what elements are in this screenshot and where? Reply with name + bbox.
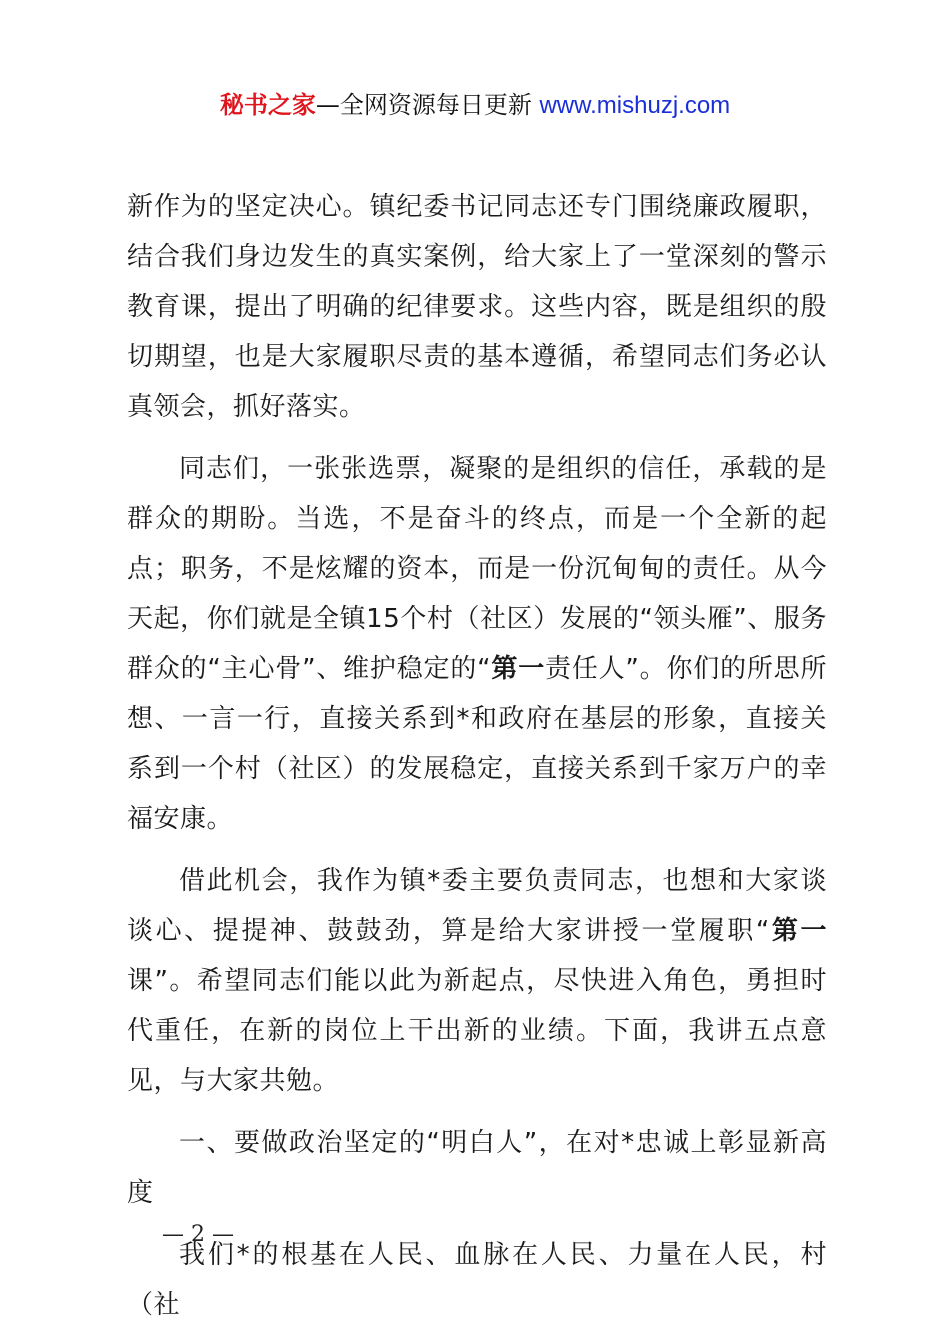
paragraph-first-lesson xyxy=(127,856,827,1106)
paragraph-text: 借此机会，我作为镇*委主要负责同志，也想和大家谈谈心、提提神、鼓鼓劲，算是给大家讲授一堂履职“ xyxy=(127,866,827,946)
emphasis-text: 第一 xyxy=(491,654,546,684)
page-number: — 2 — xyxy=(162,1222,234,1247)
paragraph-section-1-start: 我们*的根基在人民、血脉在人民、力量在人民，村（社 xyxy=(127,1240,827,1320)
paragraph-text: 课”。希望同志们能以此为新起点，尽快进入角色，勇担时代重任，在新的岗位上干出新的业绩。下面，我讲五点意见，与大家共勉。 xyxy=(127,966,827,1096)
page-header xyxy=(0,88,950,123)
document-body xyxy=(127,182,827,1330)
paragraph-text: 责任人”。你们的所思所想、一言一行，直接关系到*和政府在基层的形象，直接关系到一个村（社区）的发展稳定，直接关系到千家万户的幸福安康。 xyxy=(127,654,827,834)
paragraph-responsibility xyxy=(127,444,827,844)
header-tagline: —全网资源每日更新 xyxy=(315,91,540,119)
section-heading-1: 一、要做政治坚定的“明白人”，在对*忠诚上彰显新高度 xyxy=(127,1128,827,1208)
header-url-link[interactable]: www.mishuzj.com xyxy=(539,92,731,119)
brand-name: 秘书之家 xyxy=(219,91,316,119)
emphasis-text: 第一 xyxy=(769,916,827,946)
paragraph-text: 同志们，一张张选票，凝聚的是组织的信任，承载的是群众的期盼。当选，不是奋斗的终点，而是一个全新的起点；职务，不是炫耀的资本，而是一份沉甸甸的责任。从今天起，你们就是全镇15个村（社区）发展的“领头雁”、服务群众的“主心骨”、维护稳定的“ xyxy=(127,454,827,684)
paragraph-continued: 新作为的坚定决心。镇纪委书记同志还专门围绕廉政履职，结合我们身边发生的真实案例，给大家上了一堂深刻的警示教育课，提出了明确的纪律要求。这些内容，既是组织的殷切期望，也是大家履职尽责的基本遵循，希望同志们务必认真领会，抓好落实。 xyxy=(127,192,827,422)
